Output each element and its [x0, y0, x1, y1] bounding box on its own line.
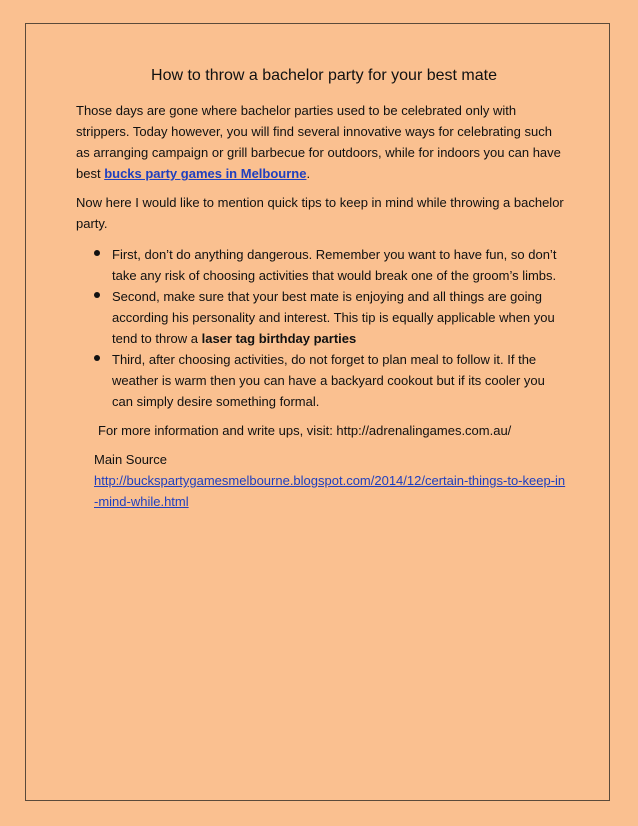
bullet-icon [94, 250, 100, 256]
document-title: How to throw a bachelor party for your best mate [151, 67, 497, 84]
tip-text: First, don’t do anything dangerous. Remember you want to have fun, so don’t take any risk of choosing activities that would break one of the groom’s limbs. [112, 247, 557, 283]
bullet-icon [94, 292, 100, 298]
document-content [76, 64, 566, 512]
list-item [92, 244, 566, 286]
list-item [92, 286, 566, 349]
main-source-link[interactable]: http://buckspartygamesmelbourne.blogspot.com/2014/12/certain-things-to-keep-in-mind-while.html [94, 473, 566, 509]
tip-text: Third, after choosing activities, do not forget to plan meal to follow it. If the weather is warm then you can have a backyard cookout but if its cooler you can simply desire something formal. [112, 352, 545, 409]
more-info-line: For more information and write ups, visit: http://adrenalingames.com.au/ [98, 423, 512, 438]
intro-text: Those days are gone where bachelor parties used to be celebrated only with strippers. Today however, you will find several innovative ways for celebrating such as arranging campaign or grill barbecue for outdoors, while for indoors you can have best [76, 103, 561, 181]
intro-paragraph [76, 100, 566, 184]
tips-intro-paragraph: Now here I would like to mention quick tips to keep in mind while throwing a bachelor party. [76, 195, 564, 231]
tips-list [76, 244, 566, 412]
main-source-label: Main Source [94, 452, 167, 467]
tip-bold-text: laser tag birthday parties [201, 331, 357, 346]
bucks-party-games-link[interactable]: bucks party games in Melbourne [104, 166, 307, 181]
list-item [92, 349, 566, 412]
intro-period: . [306, 166, 311, 181]
tip-text: Second, make sure that your best mate is enjoying and all things are going according his personality and interest. This tip is equally applicable when you tend to throw a [112, 289, 555, 346]
bullet-icon [94, 355, 100, 361]
main-source [94, 449, 566, 512]
